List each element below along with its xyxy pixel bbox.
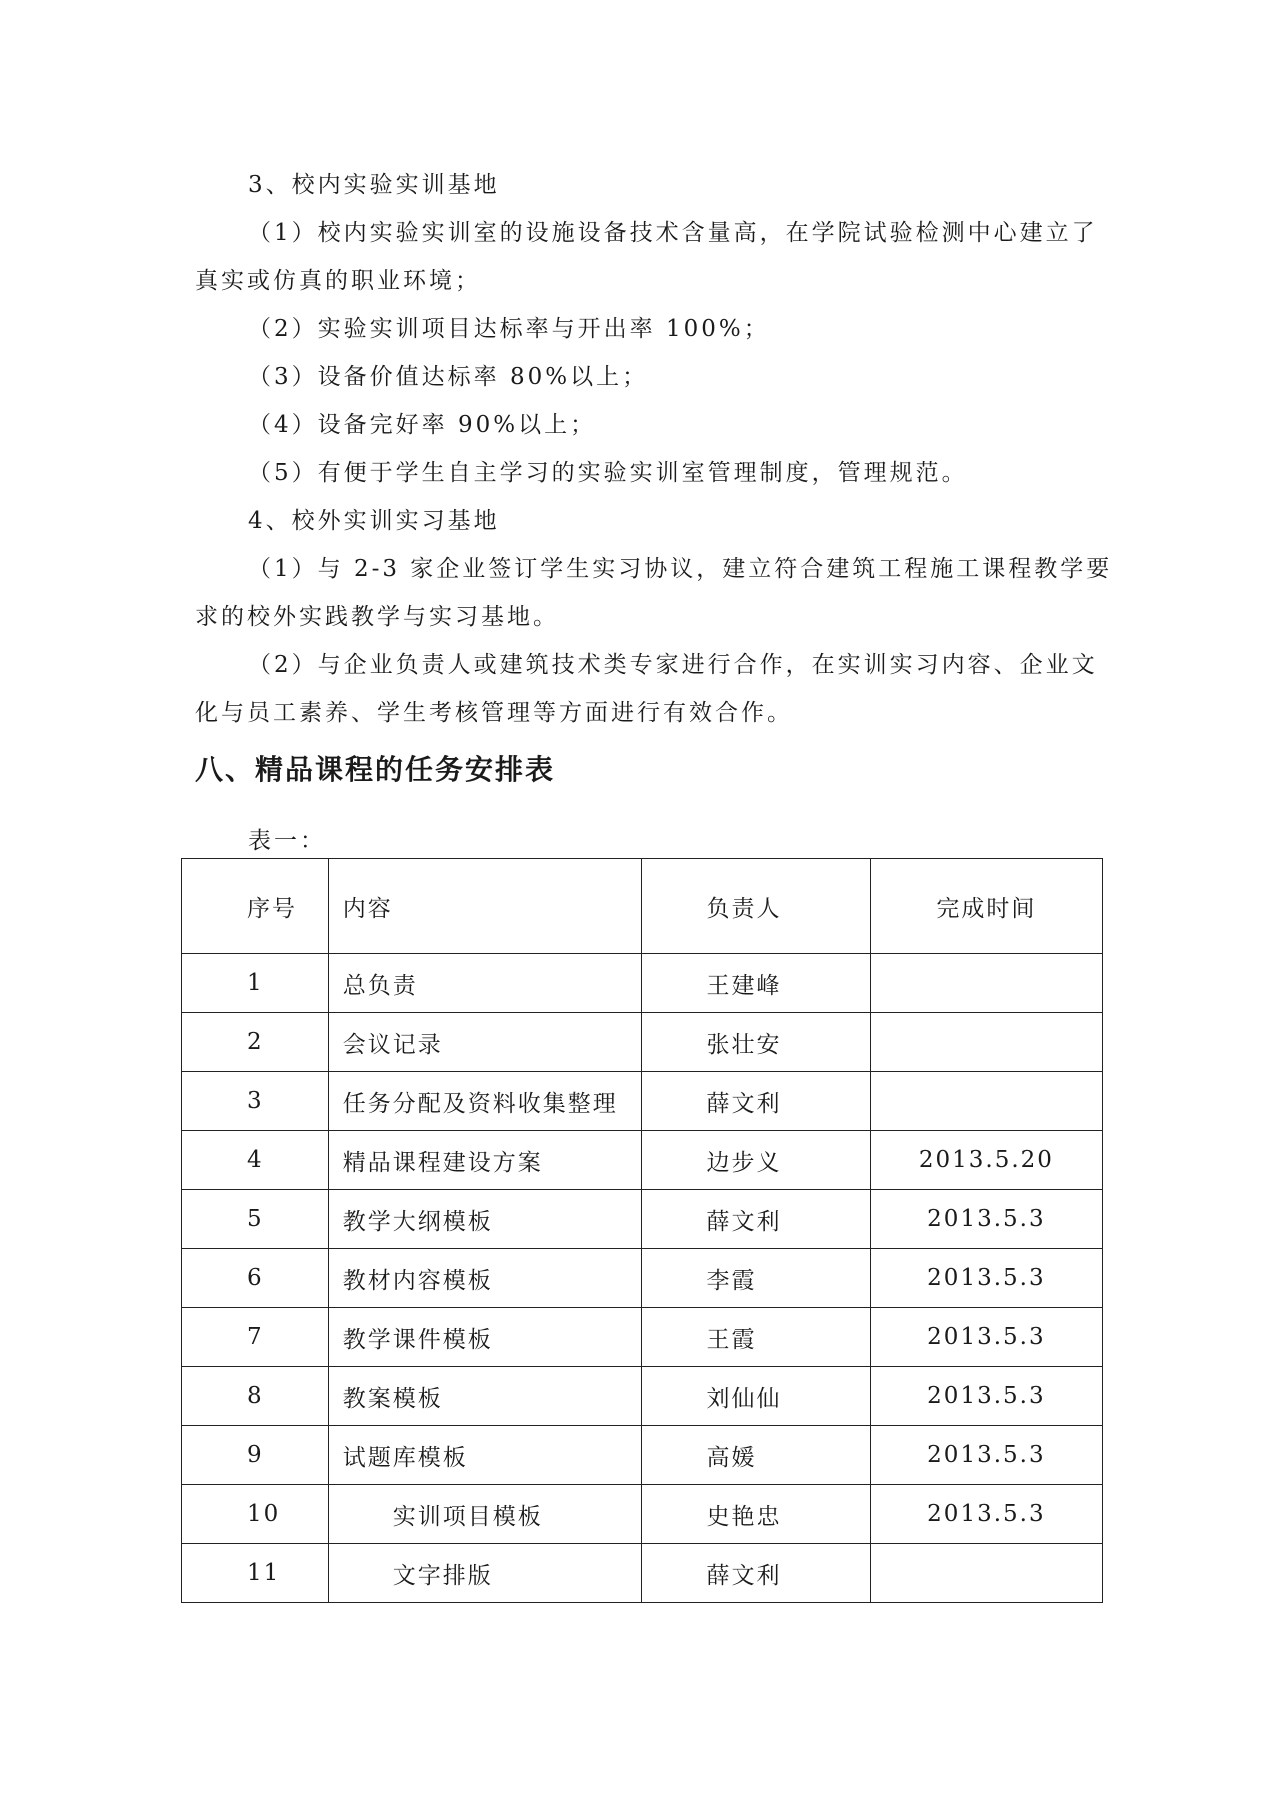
cell-content: 会议记录 xyxy=(328,1013,641,1072)
cell-owner: 薛文利 xyxy=(641,1190,870,1249)
cell-content: 实训项目模板 xyxy=(328,1485,641,1544)
cell-number: 9 xyxy=(182,1426,329,1485)
cell-date xyxy=(870,1013,1102,1072)
cell-number: 3 xyxy=(182,1072,329,1131)
cell-number: 1 xyxy=(182,954,329,1013)
task-table xyxy=(181,858,1103,1603)
paragraph-text: （4）设备完好率 90%以上； xyxy=(248,412,597,438)
cell-date: 2013.5.3 xyxy=(870,1485,1102,1544)
cell-date xyxy=(870,1072,1102,1131)
table-row xyxy=(182,1249,1103,1308)
cell-content: 教学大纲模板 xyxy=(328,1190,641,1249)
cell-number: 6 xyxy=(182,1249,329,1308)
table-row xyxy=(182,1190,1103,1249)
table-row xyxy=(182,1426,1103,1485)
paragraph-section-3-title: 3、校内实验实训基地 xyxy=(248,172,500,198)
cell-number: 5 xyxy=(182,1190,329,1249)
cell-number: 8 xyxy=(182,1367,329,1426)
section-heading: 八、精品课程的任务安排表 xyxy=(195,753,556,786)
cell-date: 2013.5.3 xyxy=(870,1249,1102,1308)
cell-date xyxy=(870,954,1102,1013)
cell-date: 2013.5.3 xyxy=(870,1308,1102,1367)
cell-content: 教案模板 xyxy=(328,1367,641,1426)
header-cell-content: 内容 xyxy=(328,859,641,954)
cell-number: 7 xyxy=(182,1308,329,1367)
paragraph-text: （1）与 2-3 家企业签订学生实习协议，建立符合建筑工程施工课程教学要 xyxy=(248,556,1113,582)
header-cell-date: 完成时间 xyxy=(870,859,1102,954)
cell-number: 10 xyxy=(182,1485,329,1544)
paragraph-text: （3）设备价值达标率 80%以上； xyxy=(248,364,649,390)
table-row xyxy=(182,1131,1103,1190)
paragraph-section-4-title: 4、校外实训实习基地 xyxy=(248,508,500,534)
cell-owner: 王建峰 xyxy=(641,954,870,1013)
paragraph-text: （2）与企业负责人或建筑技术类专家进行合作，在实训实习内容、企业文 xyxy=(248,652,1098,678)
header-cell-number: 序号 xyxy=(182,859,329,954)
cell-date: 2013.5.3 xyxy=(870,1190,1102,1249)
cell-owner: 刘仙仙 xyxy=(641,1367,870,1426)
cell-owner: 边步义 xyxy=(641,1131,870,1190)
cell-content: 总负责 xyxy=(328,954,641,1013)
table-row xyxy=(182,1013,1103,1072)
cell-date xyxy=(870,1544,1102,1603)
cell-number: 11 xyxy=(182,1544,329,1603)
cell-date: 2013.5.3 xyxy=(870,1367,1102,1426)
cell-number: 4 xyxy=(182,1131,329,1190)
cell-owner: 薛文利 xyxy=(641,1072,870,1131)
paragraph-text: （1）校内实验实训室的设施设备技术含量高，在学院试验检测中心建立了 xyxy=(248,220,1098,246)
table-caption: 表一： xyxy=(248,828,326,854)
cell-number: 2 xyxy=(182,1013,329,1072)
cell-owner: 王霞 xyxy=(641,1308,870,1367)
cell-owner: 薛文利 xyxy=(641,1544,870,1603)
cell-date: 2013.5.3 xyxy=(870,1426,1102,1485)
paragraph-text: 真实或仿真的职业环境； xyxy=(195,268,481,294)
table-row xyxy=(182,1367,1103,1426)
paragraph-text: 化与员工素养、学生考核管理等方面进行有效合作。 xyxy=(195,700,793,726)
cell-content: 教学课件模板 xyxy=(328,1308,641,1367)
paragraph-text: 求的校外实践教学与实习基地。 xyxy=(195,604,559,630)
cell-owner: 张壮安 xyxy=(641,1013,870,1072)
table-row xyxy=(182,1485,1103,1544)
table-row xyxy=(182,1544,1103,1603)
cell-content: 试题库模板 xyxy=(328,1426,641,1485)
table-row xyxy=(182,1308,1103,1367)
cell-owner: 高媛 xyxy=(641,1426,870,1485)
cell-content: 文字排版 xyxy=(328,1544,641,1603)
table-row xyxy=(182,954,1103,1013)
cell-content: 精品课程建设方案 xyxy=(328,1131,641,1190)
cell-content: 任务分配及资料收集整理 xyxy=(328,1072,641,1131)
header-cell-owner: 负责人 xyxy=(641,859,870,954)
cell-owner: 李霞 xyxy=(641,1249,870,1308)
paragraph-text: （2）实验实训项目达标率与开出率 100%； xyxy=(248,316,770,342)
paragraph-text: （5）有便于学生自主学习的实验实训室管理制度，管理规范。 xyxy=(248,460,968,486)
cell-date: 2013.5.20 xyxy=(870,1131,1102,1190)
cell-content: 教材内容模板 xyxy=(328,1249,641,1308)
table-row xyxy=(182,1072,1103,1131)
table-header-row xyxy=(182,859,1103,954)
cell-owner: 史艳忠 xyxy=(641,1485,870,1544)
